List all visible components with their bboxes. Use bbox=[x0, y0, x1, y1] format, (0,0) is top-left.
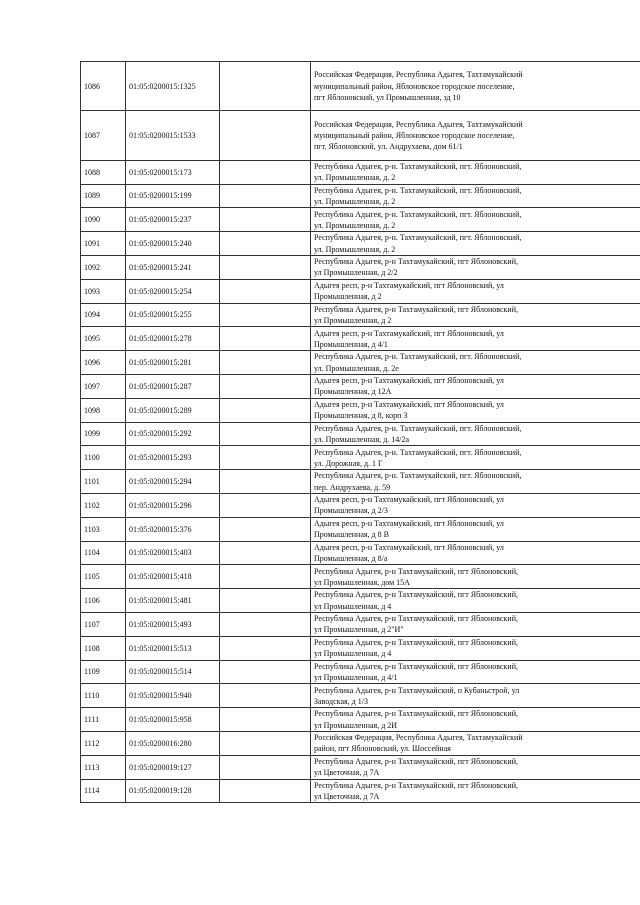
address-cell bbox=[311, 446, 640, 470]
cadastral-number-cell: 01:05:0200015:294 bbox=[126, 470, 220, 494]
address-cell bbox=[311, 708, 640, 732]
row-number-cell: 1091 bbox=[81, 232, 126, 256]
row-number-cell: 1092 bbox=[81, 255, 126, 279]
address-line: ул Цветочная, д 7А bbox=[314, 768, 380, 778]
address-line: ул Промышленная, дом 15А bbox=[314, 577, 410, 587]
empty-cell bbox=[220, 660, 311, 684]
row-number-cell: 1099 bbox=[81, 422, 126, 446]
cadastral-number-cell: 01:05:0200015:418 bbox=[126, 565, 220, 589]
address-line: ул Промышленная, д 2 bbox=[314, 315, 392, 325]
cadastral-number-cell: 01:05:0200015:278 bbox=[126, 327, 220, 351]
empty-cell bbox=[220, 398, 311, 422]
empty-cell bbox=[220, 422, 311, 446]
address-cell bbox=[311, 589, 640, 613]
address-cell bbox=[311, 374, 640, 398]
address-cell bbox=[311, 541, 640, 565]
table-row bbox=[81, 755, 640, 779]
address-line: Заводская, д 1/3 bbox=[314, 696, 368, 706]
table-row bbox=[81, 446, 640, 470]
address-line: ул Промышленная, д 4 bbox=[314, 601, 392, 611]
row-number-cell: 1098 bbox=[81, 398, 126, 422]
address-cell bbox=[311, 660, 640, 684]
address-line: Адыгея респ, р-н Тахтамукайский, пгт Яблоновский, ул bbox=[314, 399, 504, 409]
address-line: Республика Адыгея, р-н Тахтамукайский, пгт Яблоновский, bbox=[314, 614, 518, 624]
address-cell bbox=[311, 303, 640, 327]
empty-cell bbox=[220, 208, 311, 232]
row-number-cell: 1109 bbox=[81, 660, 126, 684]
table-row bbox=[81, 422, 640, 446]
empty-cell bbox=[220, 517, 311, 541]
row-number-cell: 1104 bbox=[81, 541, 126, 565]
table-row bbox=[81, 208, 640, 232]
address-line: Адыгея респ, р-н Тахтамукайский, пгт Яблоновский, ул bbox=[314, 376, 504, 386]
row-number-cell: 1090 bbox=[81, 208, 126, 232]
empty-cell bbox=[220, 612, 311, 636]
empty-cell bbox=[220, 446, 311, 470]
cadastral-number-cell: 01:05:0200015:376 bbox=[126, 517, 220, 541]
address-line: ул. Промышленная, д. 2е bbox=[314, 363, 399, 373]
row-number-cell: 1108 bbox=[81, 636, 126, 660]
address-line: муниципальный район, Яблоновское городское поселение, bbox=[314, 81, 515, 91]
address-line: Республика Адыгея, р-н. Тахтамукайский, пгт. Яблоновский, bbox=[314, 185, 522, 195]
address-line: ул Промышленная, д 2"И" bbox=[314, 625, 404, 635]
address-line: Промышленная, д 2/3 bbox=[314, 506, 388, 516]
table-row bbox=[81, 708, 640, 732]
table-row bbox=[81, 565, 640, 589]
row-number-cell: 1113 bbox=[81, 755, 126, 779]
address-cell bbox=[311, 351, 640, 375]
address-line: Республика Адыгея, р-н Тахтамукайский, п Кубаньстрой, ул bbox=[314, 685, 520, 695]
address-cell bbox=[311, 565, 640, 589]
address-line: Республика Адыгея, р-н Тахтамукайский, пгт Яблоновский, bbox=[314, 637, 518, 647]
address-line: ул. Промышленная, д. 2 bbox=[314, 220, 396, 230]
cadastral-number-cell: 01:05:0200015:481 bbox=[126, 589, 220, 613]
address-cell bbox=[311, 111, 640, 160]
address-cell bbox=[311, 517, 640, 541]
empty-cell bbox=[220, 327, 311, 351]
empty-cell bbox=[220, 541, 311, 565]
address-cell bbox=[311, 779, 640, 803]
table-row bbox=[81, 184, 640, 208]
empty-cell bbox=[220, 303, 311, 327]
address-line: Промышленная, д 2 bbox=[314, 292, 382, 302]
cadastral-number-cell: 01:05:0200015:237 bbox=[126, 208, 220, 232]
address-cell bbox=[311, 327, 640, 351]
row-number-cell: 1096 bbox=[81, 351, 126, 375]
cadastral-number-cell: 01:05:0200015:281 bbox=[126, 351, 220, 375]
table-row bbox=[81, 660, 640, 684]
address-line: ул. Промышленная, д. 2 bbox=[314, 173, 396, 183]
empty-cell bbox=[220, 684, 311, 708]
cadastral-number-cell: 01:05:0200015:289 bbox=[126, 398, 220, 422]
table-row bbox=[81, 255, 640, 279]
table-row bbox=[81, 731, 640, 755]
table-row bbox=[81, 612, 640, 636]
row-number-cell: 1086 bbox=[81, 62, 126, 111]
row-number-cell: 1094 bbox=[81, 303, 126, 327]
table-row bbox=[81, 374, 640, 398]
row-number-cell: 1088 bbox=[81, 160, 126, 184]
empty-cell bbox=[220, 636, 311, 660]
cadastral-number-cell: 01:05:0200016:280 bbox=[126, 731, 220, 755]
table-row bbox=[81, 517, 640, 541]
address-cell bbox=[311, 398, 640, 422]
empty-cell bbox=[220, 279, 311, 303]
row-number-cell: 1103 bbox=[81, 517, 126, 541]
empty-cell bbox=[220, 470, 311, 494]
empty-cell bbox=[220, 255, 311, 279]
cadastral-number-cell: 01:05:0200015:287 bbox=[126, 374, 220, 398]
cadastral-register-table bbox=[80, 61, 640, 803]
cadastral-number-cell: 01:05:0200015:296 bbox=[126, 493, 220, 517]
row-number-cell: 1097 bbox=[81, 374, 126, 398]
cadastral-number-cell: 01:05:0200015:241 bbox=[126, 255, 220, 279]
address-line: ул. Дорожная, д. 1 Г bbox=[314, 458, 383, 468]
cadastral-number-cell: 01:05:0200015:199 bbox=[126, 184, 220, 208]
address-line: Республика Адыгея, р-н. Тахтамукайский, пгт. Яблоновский, bbox=[314, 423, 522, 433]
address-cell bbox=[311, 636, 640, 660]
table-row bbox=[81, 279, 640, 303]
cadastral-number-cell: 01:05:0200015:255 bbox=[126, 303, 220, 327]
cadastral-number-cell: 01:05:0200015:513 bbox=[126, 636, 220, 660]
cadastral-number-cell: 01:05:0200015:254 bbox=[126, 279, 220, 303]
address-line: район, пгт Яблоновский, ул. Шоссейная bbox=[314, 744, 451, 754]
row-number-cell: 1111 bbox=[81, 708, 126, 732]
address-line: Промышленная, д 8 В bbox=[314, 530, 389, 540]
table-row bbox=[81, 398, 640, 422]
address-cell bbox=[311, 422, 640, 446]
address-line: Адыгея респ, р-н Тахтамукайский, пгт Яблоновский, ул bbox=[314, 542, 504, 552]
address-cell bbox=[311, 279, 640, 303]
row-number-cell: 1089 bbox=[81, 184, 126, 208]
address-line: Республика Адыгея, р-н. Тахтамукайский, пгт. Яблоновский, bbox=[314, 352, 522, 362]
cadastral-number-cell: 01:05:0200015:514 bbox=[126, 660, 220, 684]
address-line: Промышленная, д 12А bbox=[314, 387, 392, 397]
address-line: муниципальный район, Яблоновское городское поселение, bbox=[314, 130, 515, 140]
address-line: ул. Промышленная, д. 2 bbox=[314, 196, 396, 206]
address-line: Промышленная, д 8, корп 3 bbox=[314, 411, 408, 421]
table-row bbox=[81, 160, 640, 184]
address-line: Адыгея респ, р-н Тахтамукайский, пгт Яблоновский, ул bbox=[314, 518, 504, 528]
cadastral-number-cell: 01:05:0200015:173 bbox=[126, 160, 220, 184]
row-number-cell: 1107 bbox=[81, 612, 126, 636]
address-line: Республика Адыгея, р-н Тахтамукайский, пгт Яблоновский, bbox=[314, 590, 518, 600]
cadastral-number-cell: 01:05:0200015:1533 bbox=[126, 111, 220, 160]
table-row bbox=[81, 303, 640, 327]
address-line: Адыгея респ, р-н Тахтамукайский, пгт Яблоновский, ул bbox=[314, 495, 504, 505]
empty-cell bbox=[220, 708, 311, 732]
address-line: Российская Федерация, Республика Адыгея, Тахтамукайский bbox=[314, 70, 523, 80]
empty-cell bbox=[220, 351, 311, 375]
address-line: Адыгея респ, р-н Тахтамукайский, пгт Яблоновский, ул bbox=[314, 328, 504, 338]
empty-cell bbox=[220, 731, 311, 755]
table-row bbox=[81, 493, 640, 517]
address-line: Промышленная, д 4/1 bbox=[314, 339, 388, 349]
address-line: Республика Адыгея, р-н. Тахтамукайский, пгт. Яблоновский, bbox=[314, 471, 522, 481]
address-line: Республика Адыгея, р-н Тахтамукайский, пгт Яблоновский, bbox=[314, 566, 518, 576]
table-row bbox=[81, 232, 640, 256]
cadastral-number-cell: 01:05:0200015:403 bbox=[126, 541, 220, 565]
empty-cell bbox=[220, 493, 311, 517]
address-cell bbox=[311, 684, 640, 708]
address-line: пер. Андрухаева, д. 59 bbox=[314, 482, 391, 492]
address-line: Промышленная, д 8/а bbox=[314, 553, 388, 563]
empty-cell bbox=[220, 160, 311, 184]
empty-cell bbox=[220, 779, 311, 803]
cadastral-number-cell: 01:05:0200015:1325 bbox=[126, 62, 220, 111]
address-cell bbox=[311, 612, 640, 636]
empty-cell bbox=[220, 755, 311, 779]
row-number-cell: 1101 bbox=[81, 470, 126, 494]
address-line: Республика Адыгея, р-н. Тахтамукайский, пгт. Яблоновский, bbox=[314, 447, 522, 457]
address-cell bbox=[311, 184, 640, 208]
empty-cell bbox=[220, 589, 311, 613]
table-row bbox=[81, 111, 640, 160]
row-number-cell: 1102 bbox=[81, 493, 126, 517]
cadastral-number-cell: 01:05:0200019:128 bbox=[126, 779, 220, 803]
address-line: Республика Адыгея, р-н Тахтамукайский, пгт Яблоновский, bbox=[314, 257, 518, 267]
empty-cell bbox=[220, 62, 311, 111]
address-line: Республика Адыгея, р-н. Тахтамукайский, пгт. Яблоновский, bbox=[314, 161, 522, 171]
address-line: ул. Промышленная, д. 2 bbox=[314, 244, 396, 254]
empty-cell bbox=[220, 111, 311, 160]
address-line: Республика Адыгея, р-н Тахтамукайский, пгт Яблоновский, bbox=[314, 780, 518, 790]
cadastral-number-cell: 01:05:0200015:493 bbox=[126, 612, 220, 636]
table-row bbox=[81, 541, 640, 565]
table-row bbox=[81, 351, 640, 375]
address-line: ул Промышленная, д 4/1 bbox=[314, 672, 398, 682]
table-row bbox=[81, 684, 640, 708]
address-line: Российская Федерация, Республика Адыгея, Тахтамукайский bbox=[314, 119, 523, 129]
address-line: пгт Яблоновский, ул Промышленная, зд 10 bbox=[314, 92, 461, 102]
cadastral-number-cell: 01:05:0200015:292 bbox=[126, 422, 220, 446]
address-line: Республика Адыгея, р-н Тахтамукайский, пгт Яблоновский, bbox=[314, 661, 518, 671]
empty-cell bbox=[220, 184, 311, 208]
row-number-cell: 1093 bbox=[81, 279, 126, 303]
empty-cell bbox=[220, 232, 311, 256]
address-line: пгт. Яблоновский, ул. Андрухаева, дом 61/1 bbox=[314, 142, 463, 152]
address-cell bbox=[311, 160, 640, 184]
row-number-cell: 1112 bbox=[81, 731, 126, 755]
row-number-cell: 1105 bbox=[81, 565, 126, 589]
row-number-cell: 1095 bbox=[81, 327, 126, 351]
cadastral-number-cell: 01:05:0200015:940 bbox=[126, 684, 220, 708]
address-line: ул Промышленная, д 4 bbox=[314, 649, 392, 659]
address-line: Республика Адыгея, р-н. Тахтамукайский, пгт. Яблоновский, bbox=[314, 233, 522, 243]
address-cell bbox=[311, 493, 640, 517]
address-line: Российская Федерация, Республика Адыгея, Тахтамукайский bbox=[314, 733, 523, 743]
table-row bbox=[81, 470, 640, 494]
address-cell bbox=[311, 755, 640, 779]
row-number-cell: 1106 bbox=[81, 589, 126, 613]
address-line: Республика Адыгея, р-н Тахтамукайский, пгт Яблоновский, bbox=[314, 709, 518, 719]
row-number-cell: 1110 bbox=[81, 684, 126, 708]
cadastral-number-cell: 01:05:0200015:958 bbox=[126, 708, 220, 732]
address-cell bbox=[311, 232, 640, 256]
row-number-cell: 1100 bbox=[81, 446, 126, 470]
address-line: Республика Адыгея, р-н Тахтамукайский, пгт Яблоновский, bbox=[314, 756, 518, 766]
table-row bbox=[81, 62, 640, 111]
address-line: Республика Адыгея, р-н. Тахтамукайский, пгт. Яблоновский, bbox=[314, 209, 522, 219]
table-row bbox=[81, 636, 640, 660]
table-row bbox=[81, 589, 640, 613]
cadastral-number-cell: 01:05:0200015:293 bbox=[126, 446, 220, 470]
address-cell bbox=[311, 255, 640, 279]
address-line: ул Промышленная, д 2/2 bbox=[314, 268, 398, 278]
address-cell bbox=[311, 62, 640, 111]
row-number-cell: 1087 bbox=[81, 111, 126, 160]
address-line: Республика Адыгея, р-н Тахтамукайский, пгт Яблоновский, bbox=[314, 304, 518, 314]
address-cell bbox=[311, 731, 640, 755]
address-line: ул Промышленная, д 2И bbox=[314, 720, 398, 730]
table-row bbox=[81, 779, 640, 803]
empty-cell bbox=[220, 374, 311, 398]
address-line: ул. Промышленная, д. 14/2а bbox=[314, 434, 410, 444]
cadastral-number-cell: 01:05:0200015:240 bbox=[126, 232, 220, 256]
address-line: Адыгея респ, р-н Тахтамукайский, пгт Яблоновский, ул bbox=[314, 280, 504, 290]
address-line: ул Цветочная, д 7А bbox=[314, 791, 380, 801]
cadastral-number-cell: 01:05:0200019:127 bbox=[126, 755, 220, 779]
row-number-cell: 1114 bbox=[81, 779, 126, 803]
empty-cell bbox=[220, 565, 311, 589]
register-table-body bbox=[81, 62, 640, 803]
table-row bbox=[81, 327, 640, 351]
address-cell bbox=[311, 470, 640, 494]
address-cell bbox=[311, 208, 640, 232]
